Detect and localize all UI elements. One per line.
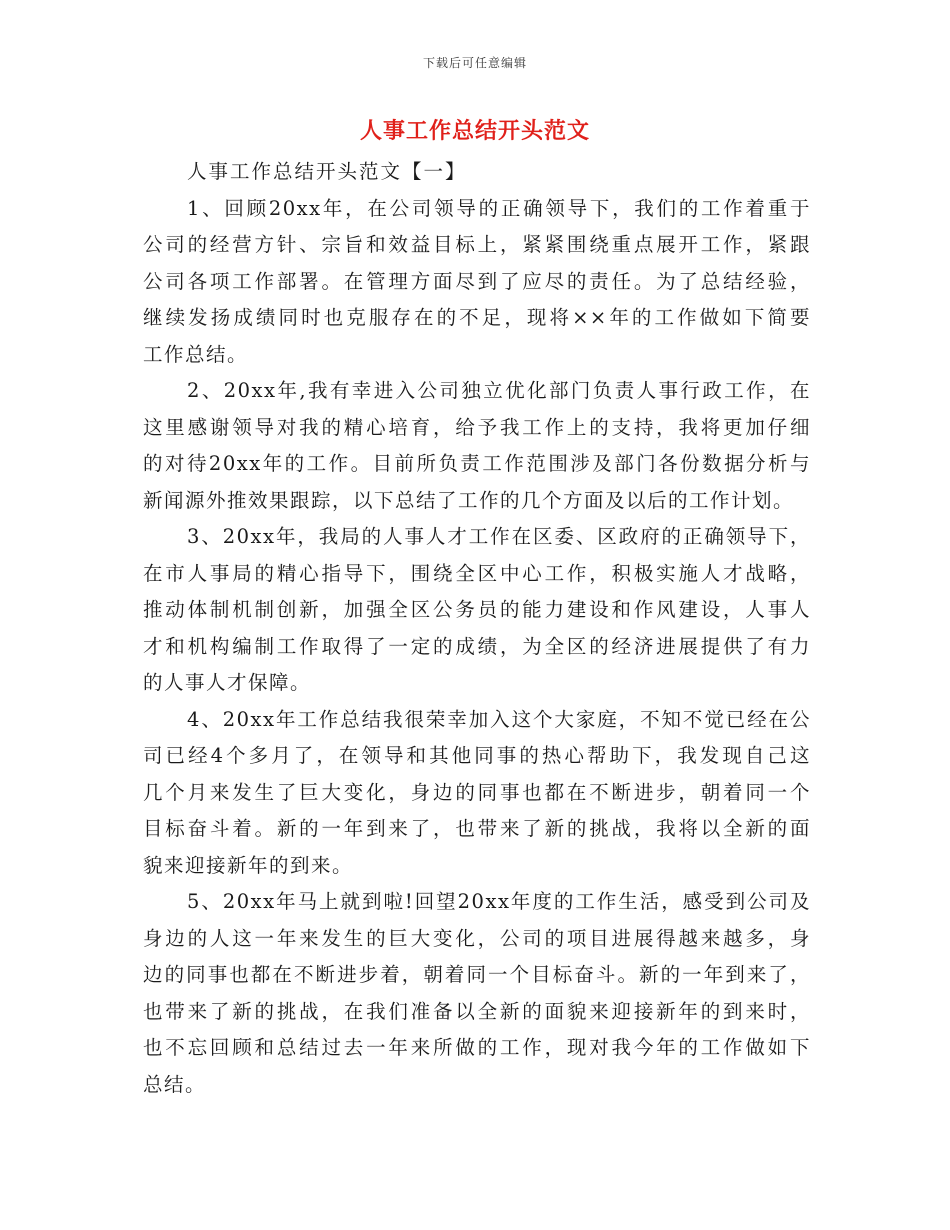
paragraph-line: 3、20xx年，我局的人事人才工作在区委、区政府的正确领导下， — [187, 525, 811, 548]
paragraph-line: 的人事人才保障。 — [143, 671, 312, 694]
paragraph-1 — [143, 191, 811, 374]
document-title: 人事工作总结开头范文 — [359, 118, 590, 144]
paragraph-line: 公司的经营方针、宗旨和效益目标上，紧紧围绕重点展开工作，紧跟 — [143, 233, 811, 256]
paragraph-5 — [143, 884, 811, 1103]
paragraph-line: 这里感谢领导对我的精心培育，给予我工作上的支持，我将更加仔细 — [143, 415, 811, 439]
paragraph-line: 身边的人这一年来发生的巨大变化，公司的项目进展得越来越多，身 — [143, 926, 811, 950]
paragraph-line: 貌来迎接新年的到来。 — [143, 853, 354, 877]
document-body — [143, 154, 811, 1103]
paragraph-line: 在市人事局的精心指导下，围绕全区中心工作，积极实施人才战略， — [143, 561, 811, 585]
paragraph-line: 5、20xx年马上就到啦!回望20xx年度的工作生活，感受到公司及 — [187, 890, 811, 913]
paragraph-line: 总结。 — [143, 1072, 207, 1096]
paragraph-line: 2、20xx年,我有幸进入公司独立优化部门负责人事行政工作，在 — [187, 379, 811, 402]
paragraph-3 — [143, 519, 811, 702]
paragraph-line: 司已经4个多月了，在领导和其他同事的热心帮助下，我发现自己这 — [143, 744, 811, 767]
paragraph-line: 公司各项工作部署。在管理方面尽到了应尽的责任。为了总结经验， — [143, 269, 811, 293]
header-note: 下载后可任意编辑 — [422, 56, 527, 70]
paragraph-line: 几个月来发生了巨大变化，身边的同事也都在不断进步，朝着同一个 — [143, 780, 811, 804]
paragraph-line: 的对待20xx年的工作。目前所负责工作范围涉及部门各份数据分析与 — [143, 452, 811, 475]
paragraph-line: 1、回顾20xx年，在公司领导的正确领导下，我们的工作着重于 — [187, 196, 811, 220]
paragraph-4 — [143, 702, 811, 885]
paragraph-line: 新闻源外推效果跟踪，以下总结了工作的几个方面及以后的工作计划。 — [143, 488, 795, 512]
paragraph-line: 也不忘回顾和总结过去一年来所做的工作，现对我今年的工作做如下 — [143, 1036, 811, 1059]
paragraph-line: 工作总结。 — [143, 342, 249, 366]
paragraph-2 — [143, 373, 811, 519]
paragraph-line: 4、20xx年工作总结我很荣幸加入这个大家庭，不知不觉已经在公 — [187, 707, 811, 731]
paragraph-line: 继续发扬成绩同时也克服存在的不足，现将××年的工作做如下简要 — [143, 306, 811, 329]
paragraph-line: 推动体制机制创新，加强全区公务员的能力建设和作风建设，人事人 — [143, 598, 811, 621]
paragraph-line: 边的同事也都在不断进步着，朝着同一个目标奋斗。新的一年到来了， — [143, 963, 811, 986]
section-subheading: 人事工作总结开头范文【一】 — [187, 160, 467, 183]
paragraph-line: 目标奋斗着。新的一年到来了，也带来了新的挑战，我将以全新的面 — [143, 817, 811, 840]
paragraph-line: 才和机构编制工作取得了一定的成绩，为全区的经济进展提供了有力 — [143, 634, 811, 658]
paragraph-line: 也带来了新的挑战，在我们准备以全新的面貌来迎接新年的到来时， — [143, 999, 811, 1023]
